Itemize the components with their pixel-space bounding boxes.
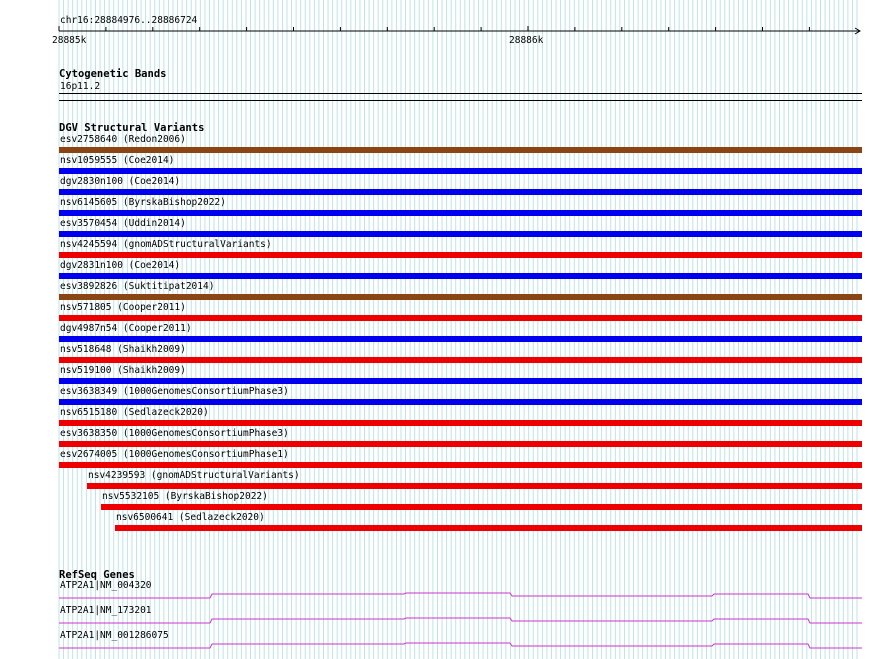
dgv-variant-bar[interactable]	[59, 147, 862, 153]
dgv-variant-bar[interactable]	[59, 168, 862, 174]
dgv-variant-label[interactable]: nsv5532105 (ByrskaBishop2022)	[102, 491, 268, 502]
refseq-gene-label[interactable]: ATP2A1|NM_173201	[60, 605, 152, 616]
cytoband-label: 16p11.2	[60, 81, 101, 92]
dgv-variant-label[interactable]: dgv2831n100 (Coe2014)	[60, 260, 181, 271]
dgv-variant-label[interactable]: esv3892826 (Suktitipat2014)	[60, 281, 215, 292]
cytoband-bar-top	[59, 93, 862, 94]
dgv-variant-bar[interactable]	[59, 210, 862, 216]
dgv-variant-label[interactable]: nsv1059555 (Coe2014)	[60, 155, 175, 166]
dgv-variant-label[interactable]: nsv518648 (Shaikh2009)	[60, 344, 186, 355]
dgv-variant-bar[interactable]	[59, 189, 862, 195]
dgv-track-title: DGV Structural Variants	[59, 122, 205, 134]
refseq-gene-label[interactable]: ATP2A1|NM_001286075	[60, 630, 169, 641]
dgv-variant-label[interactable]: nsv6515180 (Sedlazeck2020)	[60, 407, 209, 418]
dgv-variant-bar[interactable]	[59, 315, 862, 321]
dgv-variant-bar[interactable]	[59, 231, 862, 237]
refseq-gene-model[interactable]	[0, 613, 890, 625]
cytoband-bar-bottom	[59, 100, 862, 101]
ruler-tick-label-28885k: 28885k	[52, 35, 87, 46]
dgv-variant-bar[interactable]	[59, 336, 862, 342]
dgv-variant-label[interactable]: dgv4987n54 (Cooper2011)	[60, 323, 192, 334]
dgv-variant-label[interactable]: esv3638349 (1000GenomesConsortiumPhase3)	[60, 386, 289, 397]
dgv-variant-label[interactable]: nsv6145605 (ByrskaBishop2022)	[60, 197, 226, 208]
dgv-variant-label[interactable]: nsv4245594 (gnomADStructuralVariants)	[60, 239, 272, 250]
dgv-variant-bar[interactable]	[59, 441, 862, 447]
dgv-variant-label[interactable]: esv3570454 (Uddin2014)	[60, 218, 186, 229]
dgv-variant-label[interactable]: dgv2830n100 (Coe2014)	[60, 176, 181, 187]
dgv-variant-bar[interactable]	[59, 378, 862, 384]
dgv-variant-label[interactable]: esv2758640 (Redon2006)	[60, 134, 186, 145]
dgv-variant-bar[interactable]	[59, 420, 862, 426]
dgv-variant-bar[interactable]	[59, 399, 862, 405]
dgv-variant-bar[interactable]	[59, 252, 862, 258]
dgv-variant-bar[interactable]	[59, 294, 862, 300]
ruler-location: chr16:28884976..28886724	[60, 15, 198, 26]
cytobands-track-title: Cytogenetic Bands	[59, 68, 167, 80]
dgv-variant-label[interactable]: nsv4239593 (gnomADStructuralVariants)	[88, 470, 300, 481]
dgv-variant-bar[interactable]	[59, 273, 862, 279]
gene-intron-line	[59, 593, 862, 598]
dgv-variant-bar[interactable]	[59, 462, 862, 468]
refseq-gene-model[interactable]	[0, 588, 890, 600]
dgv-variant-label[interactable]: nsv6500641 (Sedlazeck2020)	[116, 512, 265, 523]
dgv-variant-label[interactable]: nsv571805 (Cooper2011)	[60, 302, 186, 313]
ruler-tick-label-28886k: 28886k	[509, 35, 544, 46]
dgv-variant-bar[interactable]	[101, 504, 862, 510]
dgv-variant-label[interactable]: esv3638350 (1000GenomesConsortiumPhase3)	[60, 428, 289, 439]
gene-intron-line	[59, 643, 862, 648]
dgv-variant-bar[interactable]	[59, 357, 862, 363]
refseq-gene-model[interactable]	[0, 638, 890, 650]
gene-intron-line	[59, 618, 862, 623]
dgv-variant-bar[interactable]	[115, 525, 862, 531]
refseq-gene-label[interactable]: ATP2A1|NM_004320	[60, 580, 152, 591]
dgv-variant-bar[interactable]	[87, 483, 862, 489]
dgv-variant-label[interactable]: nsv519100 (Shaikh2009)	[60, 365, 186, 376]
refseq-track-title: RefSeq Genes	[59, 569, 135, 581]
dgv-variant-label[interactable]: esv2674005 (1000GenomesConsortiumPhase1)	[60, 449, 289, 460]
